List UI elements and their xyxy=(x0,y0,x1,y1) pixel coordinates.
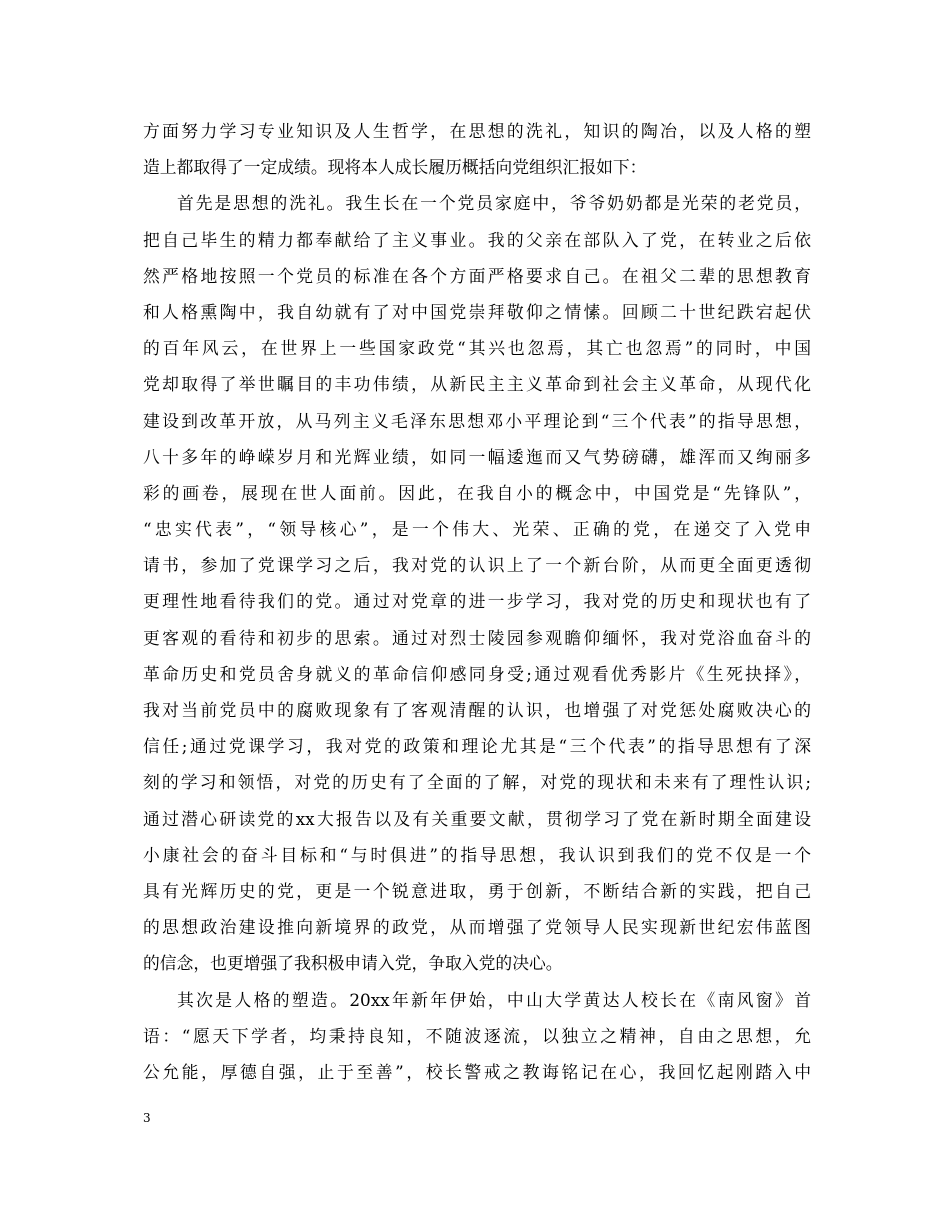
text-line: 的信念，也更增强了我积极申请入党，争取入党的决心。 xyxy=(143,953,563,974)
paragraph-first-line: 其次是人格的塑造。20xx年新年伊始，中山大学黄达人校长在《南风窗》首 xyxy=(177,989,811,1010)
text-line: 然严格地按照一个党员的标准在各个方面严格要求自己。在祖父二辈的思想教育 xyxy=(143,265,811,286)
text-line: 公允能，厚德自强，止于至善”，校长警戒之教诲铭记在心，我回忆起刚踏入中 xyxy=(143,1061,811,1082)
text-line: 和人格熏陶中，我自幼就有了对中国党崇拜敬仰之情愫。回顾二十世纪跌宕起伏 xyxy=(143,301,811,322)
text-line: 的百年风云，在世界上一些国家政党“其兴也忽焉，其亡也忽焉”的同时，中国 xyxy=(143,338,811,359)
text-line: 党却取得了举世瞩目的丰功伟绩，从新民主主义革命到社会主义革命，从现代化 xyxy=(143,374,811,395)
text-line: 刻的学习和领悟，对党的历史有了全面的了解，对党的现状和未来有了理性认识; xyxy=(143,772,811,793)
text-line: 方面努力学习专业知识及人生哲学，在思想的洗礼，知识的陶冶，以及人格的塑 xyxy=(143,121,811,141)
text-line: 造上都取得了一定成绩。现将本人成长履历概括向党组织汇报如下： xyxy=(143,157,647,178)
text-line: 建设到改革开放，从马列主义毛泽东思想邓小平理论到“三个代表”的指导思想， xyxy=(143,410,811,431)
text-line: 的思想政治建设推向新境界的政党，从而增强了党领导人民实现新世纪宏伟蓝图 xyxy=(143,917,811,938)
text-line: 具有光辉历史的党，更是一个锐意进取，勇于创新，不断结合新的实践，把自己 xyxy=(143,880,811,901)
text-line: 把自己毕生的精力都奉献给了主义事业。我的父亲在部队入了党，在转业之后依 xyxy=(143,229,811,250)
text-line: 通过潜心研读党的xx大报告以及有关重要文献，贯彻学习了党在新时期全面建设 xyxy=(143,808,811,829)
text-line: 语：“愿天下学者，均秉持良知，不随波逐流，以独立之精神，自由之思想，允 xyxy=(143,1025,811,1046)
text-line: 八十多年的峥嵘岁月和光辉业绩，如同一幅逶迤而又气势磅礴，雄浑而又绚丽多 xyxy=(143,446,811,467)
text-line: 我对当前党员中的腐败现象有了客观清醒的认识，也增强了对党惩处腐败决心的 xyxy=(143,700,811,720)
text-line: 更理性地看待我们的党。通过对党章的进一步学习，我对党的历史和现状也有了 xyxy=(143,591,811,612)
page-number: 3 xyxy=(143,1111,151,1125)
text-line: 请书，参加了党课学习之后，我对党的认识上了一个新台阶，从而更全面更透彻 xyxy=(143,555,811,576)
paragraph-first-line: 首先是思想的洗礼。我生长在一个党员家庭中，爷爷奶奶都是光荣的老党员， xyxy=(177,193,811,214)
body-text xyxy=(143,113,811,1090)
text-line: 更客观的看待和初步的思索。通过对烈士陵园参观瞻仰缅怀，我对党浴血奋斗的 xyxy=(143,627,811,648)
text-line: “忠实代表”，“领导核心”，是一个伟大、光荣、正确的党，在递交了入党申 xyxy=(143,519,811,540)
text-line: 信任;通过党课学习，我对党的政策和理论尤其是“三个代表”的指导思想有了深 xyxy=(143,736,811,757)
text-line: 革命历史和党员舍身就义的革命信仰感同身受;通过观看优秀影片《生死抉择》， xyxy=(143,663,811,684)
text-line: 彩的画卷，展现在世人面前。因此，在我自小的概念中，中国党是“先锋队”， xyxy=(143,482,811,503)
text-line: 小康社会的奋斗目标和“与时俱进”的指导思想，我认识到我们的党不仅是一个 xyxy=(143,844,811,865)
